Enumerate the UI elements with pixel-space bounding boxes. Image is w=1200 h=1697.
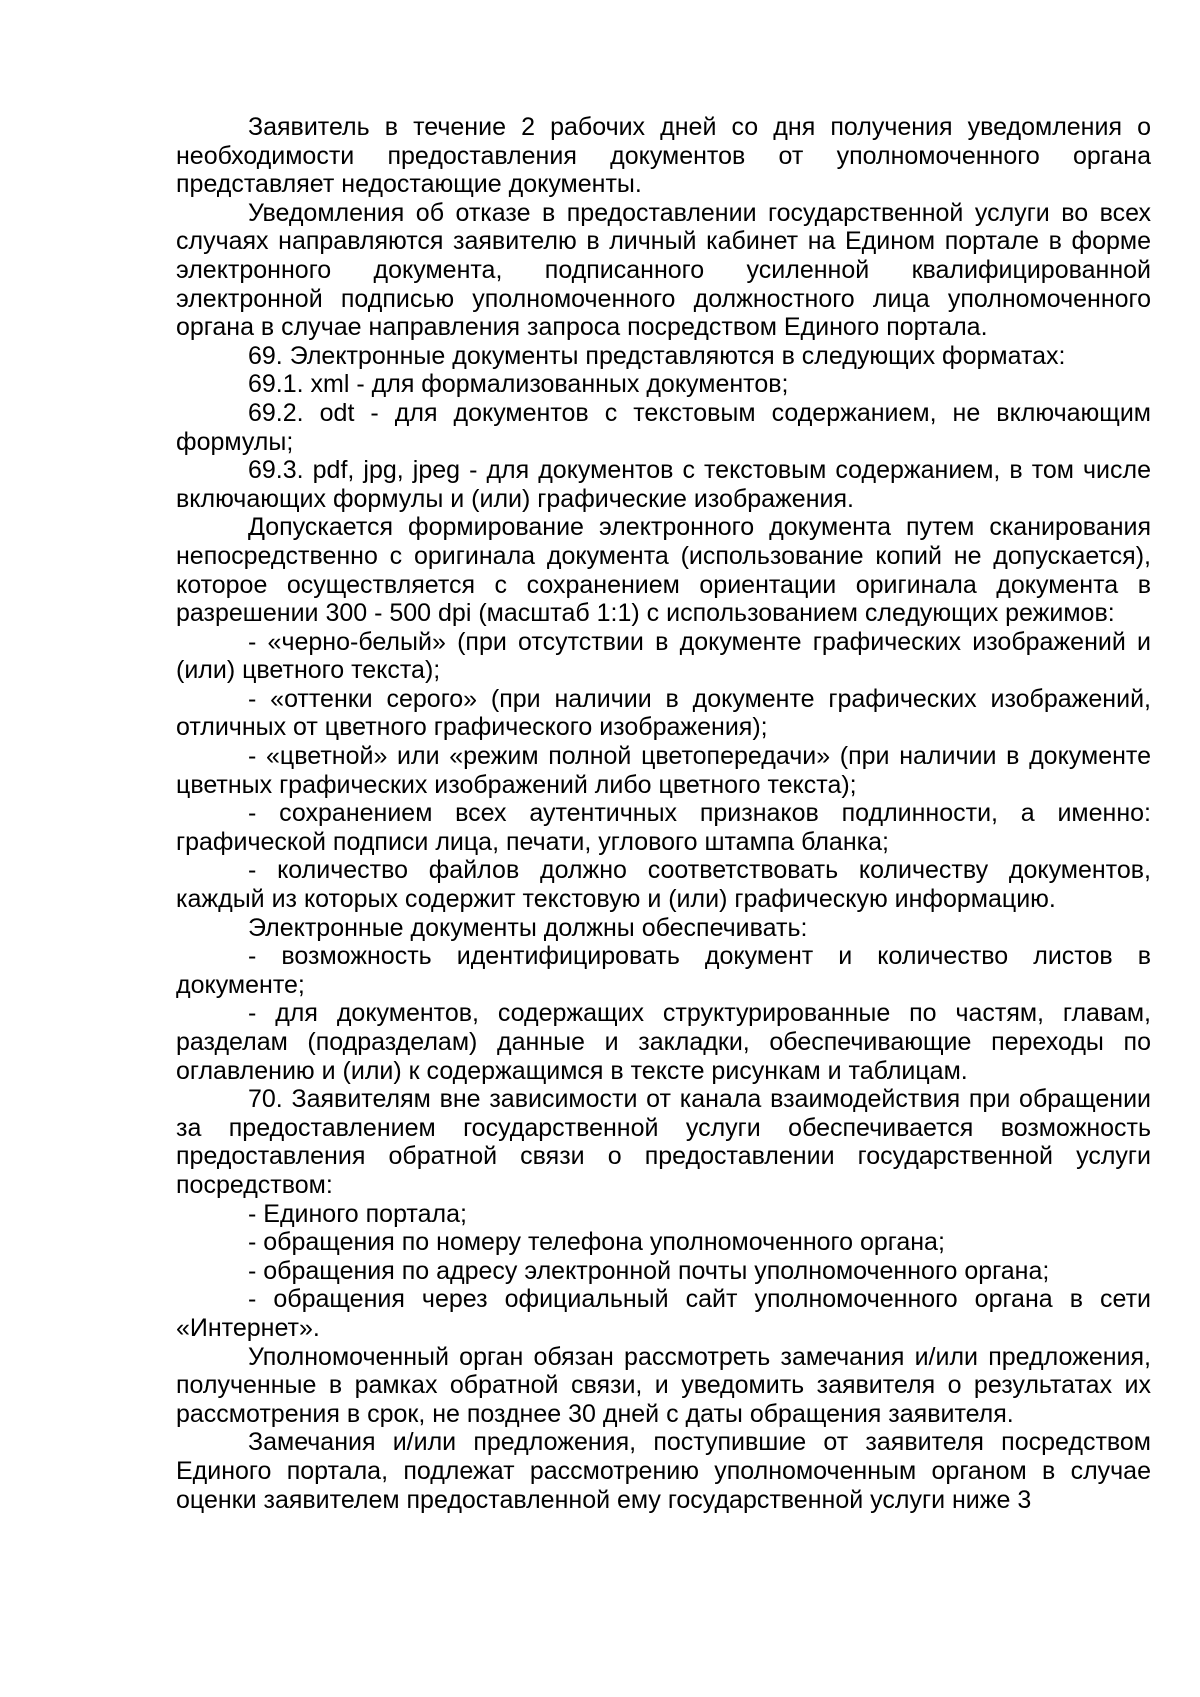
list-item: - количество файлов должно соответствовать количеству документов, каждый из которых содержит текстовую и (или) графическую информацию. bbox=[176, 856, 1151, 914]
paragraph: Заявитель в течение 2 рабочих дней со дня получения уведомления о необходимости предоставления документов от уполномоченного органа представляет недостающие документы. bbox=[176, 113, 1151, 199]
list-item: - «оттенки серого» (при наличии в документе графических изображений, отличных от цветного графического изображения); bbox=[176, 684, 1151, 742]
paragraph: Электронные документы должны обеспечивать: bbox=[248, 913, 808, 942]
list-item: - обращения через официальный сайт уполномоченного органа в сети «Интернет». bbox=[176, 1285, 1151, 1342]
list-item: - «цветной» или «режим полной цветопередачи» (при наличии в документе цветных графических изображений либо цветного текста); bbox=[176, 742, 1151, 799]
paragraph: 70. Заявителям вне зависимости от канала взаимодействия при обращении за предоставлением государственной услуги обеспечивается возможность предоставления обратной связи о предоставлении государственной услуги посредством: bbox=[176, 1085, 1151, 1199]
paragraph: 69. Электронные документы представляются в следующих форматах: bbox=[248, 341, 1066, 370]
list-item: - для документов, содержащих структурированные по частям, главам, разделам (подразделам) данные и закладки, обеспечивающие переходы по оглавлению и (или) к содержащимся в тексте рисункам и таблицам. bbox=[176, 999, 1151, 1085]
list-item: - Единого портала; bbox=[248, 1199, 467, 1228]
list-item: - «черно-белый» (при отсутствии в документе графических изображений и (или) цветного текста); bbox=[176, 627, 1151, 685]
paragraph: 69.1. xml - для формализованных документов; bbox=[248, 370, 789, 399]
paragraph: 69.3. pdf, jpg, jpeg - для документов с текстовым содержанием, в том числе включающих формулы и (или) графические изображения. bbox=[176, 456, 1151, 513]
list-item: - сохранением всех аутентичных признаков подлинности, а именно: графической подписи лица, печати, углового штампа бланка; bbox=[176, 799, 1151, 856]
paragraph: Уведомления об отказе в предоставлении государственной услуги во всех случаях направляются заявителю в личный кабинет на Едином портале в форме электронного документа, подписанного усиленной квалифицированной электронной подписью уполномоченного должностного лица уполномоченного органа в случае направления запроса посредством Единого портала. bbox=[176, 198, 1151, 342]
list-item: - возможность идентифицировать документ и количество листов в документе; bbox=[176, 942, 1151, 999]
paragraph: Замечания и/или предложения, поступившие от заявителя посредством Единого портала, подлежат рассмотрению уполномоченным органом в случае оценки заявителем предоставленной ему государственной услуги ниже 3 bbox=[176, 1428, 1151, 1514]
document-body bbox=[176, 113, 1151, 1514]
list-item: - обращения по адресу электронной почты уполномоченного органа; bbox=[248, 1256, 1050, 1285]
paragraph: Допускается формирование электронного документа путем сканирования непосредственно с оригинала документа (использование копий не допускается), которое осуществляется с сохранением ориентации оригинала документа в разрешении 300 - 500 dpi (масштаб 1:1) с использованием следующих режимов: bbox=[176, 513, 1151, 628]
paragraph: 69.2. odt - для документов с текстовым содержанием, не включающим формулы; bbox=[176, 398, 1151, 456]
paragraph: Уполномоченный орган обязан рассмотреть замечания и/или предложения, полученные в рамках обратной связи, и уведомить заявителя о результатах их рассмотрения в срок, не позднее 30 дней с даты обращения заявителя. bbox=[176, 1342, 1151, 1428]
list-item: - обращения по номеру телефона уполномоченного органа; bbox=[248, 1228, 945, 1257]
